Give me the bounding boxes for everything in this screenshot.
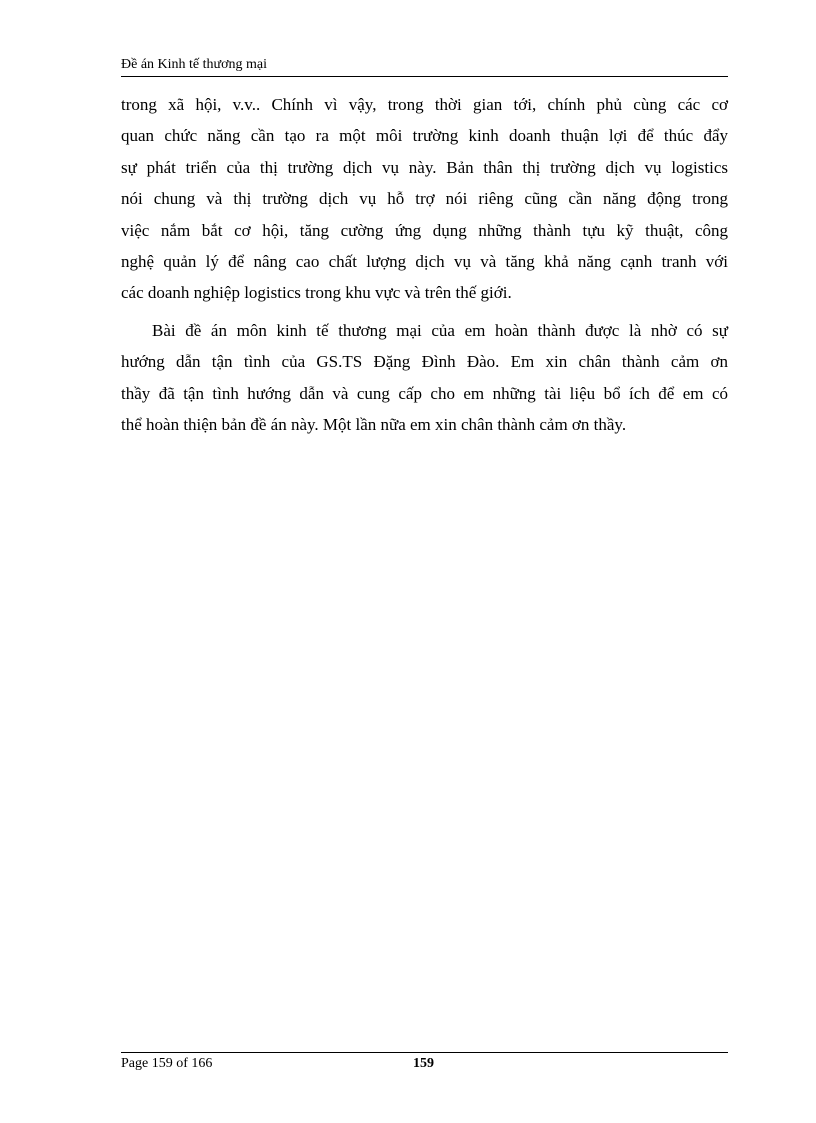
- text-line: trong xã hội, v.v.. Chính vì vậy, trong thời gian tới, chính phủ cùng các cơ: [121, 95, 728, 114]
- text-line: hướng dẫn tận tình của GS.TS Đặng Đình Đào. Em xin chân thành cảm ơn: [121, 352, 728, 372]
- text-line: nghệ quản lý để nâng cao chất lượng dịch vụ và tăng khả năng cạnh tranh với: [121, 252, 728, 272]
- text-line: Bài đề án môn kinh tế thương mại của em hoàn thành được là nhờ có sự: [152, 320, 728, 340]
- text-line: thầy đã tận tình hướng dẫn và cung cấp cho em những tài liệu bổ ích để em có: [121, 383, 728, 403]
- text-line: thể hoàn thiện bản đề án này. Một lần nữa em xin chân thành cảm ơn thầy.: [121, 415, 627, 435]
- page-footer: [121, 1052, 728, 1077]
- document-body: [121, 89, 728, 440]
- text-line: quan chức năng cần tạo ra một môi trường kinh doanh thuận lợi để thúc đẩy: [121, 126, 728, 146]
- page-header: [121, 56, 728, 77]
- text-line: nói chung và thị trường dịch vụ hỗ trợ nói riêng cũng cần năng động trong: [121, 189, 728, 209]
- paragraph-conclusion: [121, 89, 728, 309]
- header-title: Đề án Kinh tế thương mại: [121, 57, 268, 72]
- page-number: 159: [413, 1056, 434, 1071]
- text-line: việc nắm bắt cơ hội, tăng cường ứng dụng những thành tựu kỹ thuật, công: [121, 220, 728, 240]
- text-line: sự phát triển của thị trường dịch vụ này. Bản thân thị trường dịch vụ logistics: [121, 157, 728, 177]
- page-count-label: Page 159 of 166: [121, 1056, 213, 1071]
- paragraph-acknowledgement: [121, 315, 728, 441]
- text-line: các doanh nghiệp logistics trong khu vực và trên thế giới.: [121, 283, 512, 303]
